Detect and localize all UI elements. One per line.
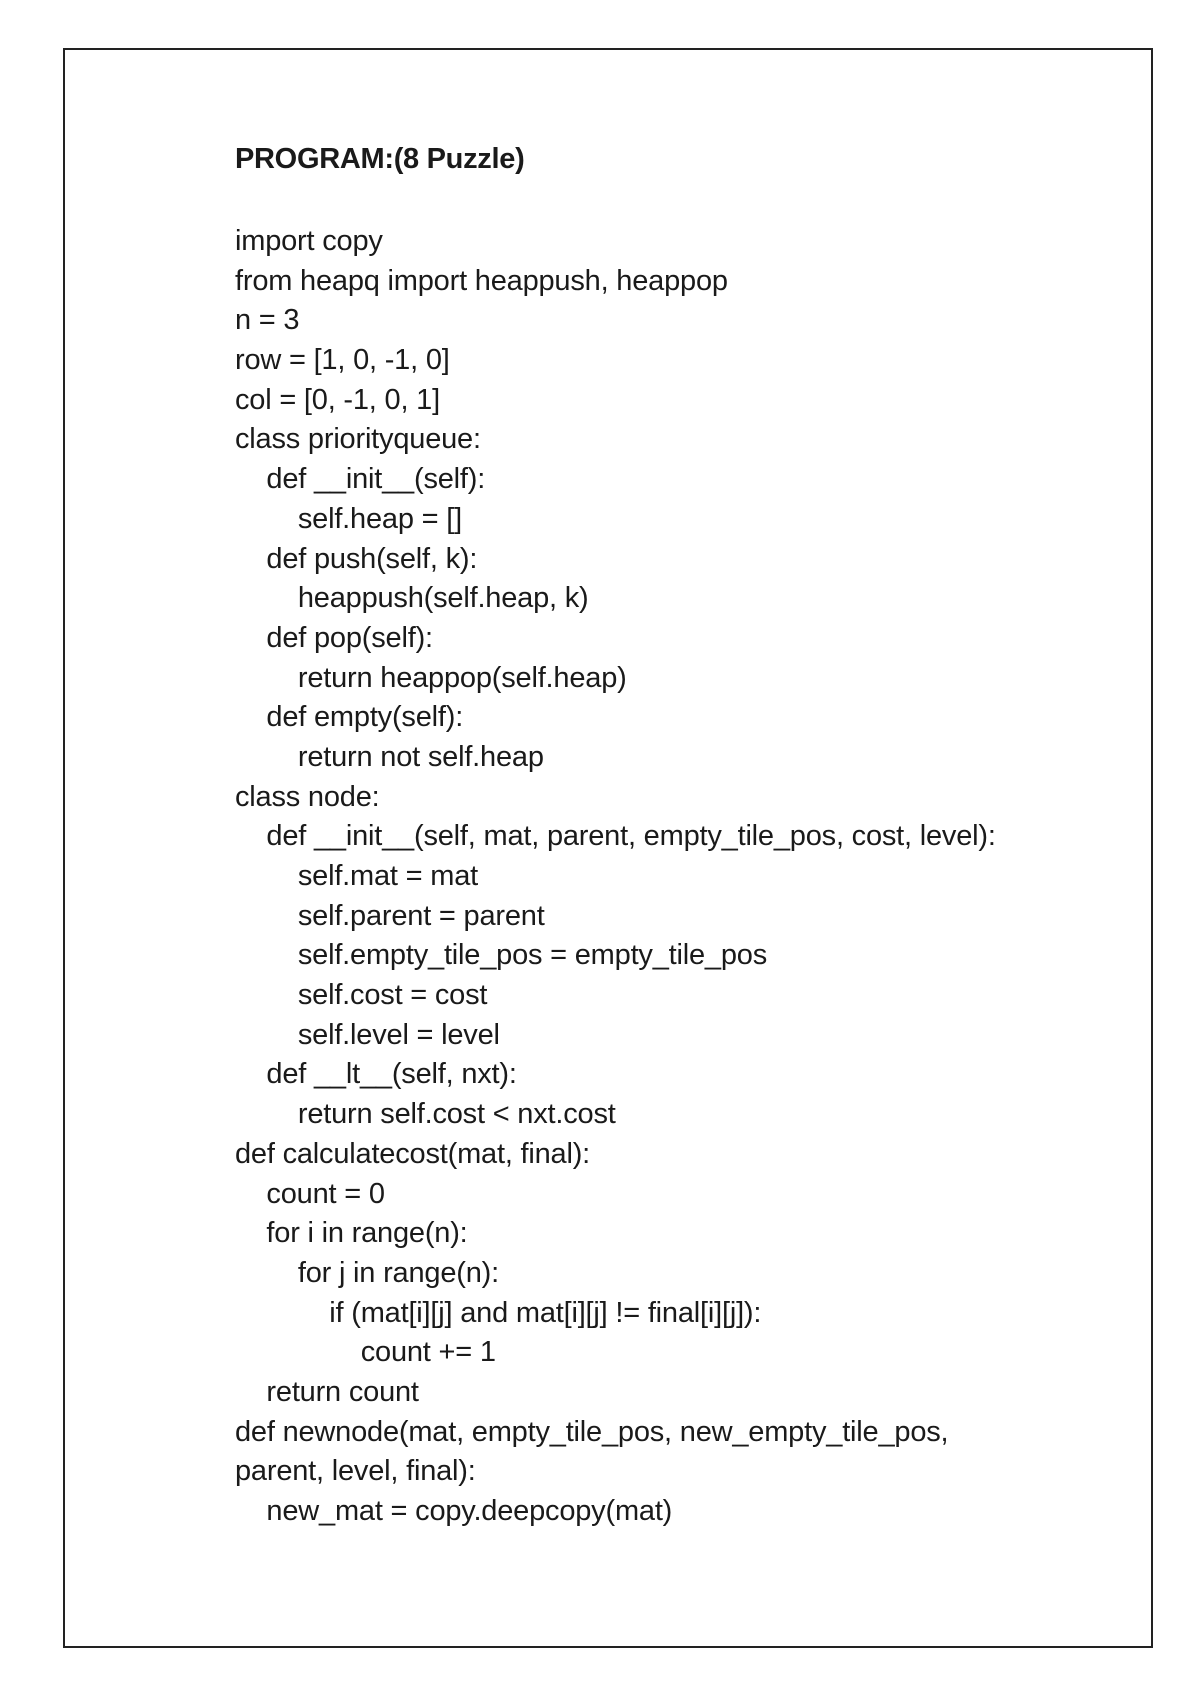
- code-line: def pop(self):: [235, 621, 433, 654]
- code-line: def __lt__(self, nxt):: [235, 1058, 517, 1091]
- code-line: return count: [235, 1375, 419, 1408]
- code-line: if (mat[i][j] and mat[i][j] != final[i][j]):: [235, 1296, 762, 1329]
- code-line: class node:: [235, 780, 380, 813]
- code-line: self.parent = parent: [235, 899, 545, 932]
- code-line: count = 0: [235, 1177, 385, 1210]
- code-line: col = [0, -1, 0, 1]: [235, 383, 440, 416]
- code-line: self.mat = mat: [235, 860, 478, 892]
- code-line: self.cost = cost: [235, 979, 488, 1012]
- code-line: for i in range(n):: [235, 1217, 468, 1250]
- code-line: self.heap = []: [235, 502, 462, 535]
- code-line: def __init__(self):: [235, 463, 486, 496]
- code-line: return heappop(self.heap): [235, 661, 627, 694]
- code-line: self.empty_tile_pos = empty_tile_pos: [235, 939, 768, 972]
- code-line: self.level = level: [235, 1018, 500, 1051]
- program-heading: PROGRAM:(8 Puzzle): [235, 143, 525, 175]
- code-line: for j in range(n):: [235, 1256, 499, 1289]
- code-line: n = 3: [235, 304, 300, 337]
- code-line: def empty(self):: [235, 701, 464, 734]
- code-line: def calculatecost(mat, final):: [235, 1137, 591, 1170]
- code-line: parent, level, final):: [235, 1455, 476, 1488]
- code-line: row = [1, 0, -1, 0]: [235, 344, 450, 377]
- code-line: heappush(self.heap, k): [235, 582, 589, 615]
- code-line: new_mat = copy.deepcopy(mat): [235, 1495, 673, 1527]
- code-line: class priorityqueue:: [235, 423, 481, 456]
- code-line: count += 1: [235, 1336, 496, 1369]
- code-line: return self.cost < nxt.cost: [235, 1098, 616, 1131]
- code-line: def newnode(mat, empty_tile_pos, new_empty_tile_pos,: [235, 1415, 949, 1448]
- code-line: import copy: [235, 225, 383, 257]
- code-line: from heapq import heappush, heappop: [235, 264, 728, 297]
- code-line: def push(self, k):: [235, 542, 478, 575]
- code-block: [235, 222, 996, 1532]
- code-line: return not self.heap: [235, 740, 544, 773]
- code-line: def __init__(self, mat, parent, empty_tile_pos, cost, level):: [235, 820, 996, 853]
